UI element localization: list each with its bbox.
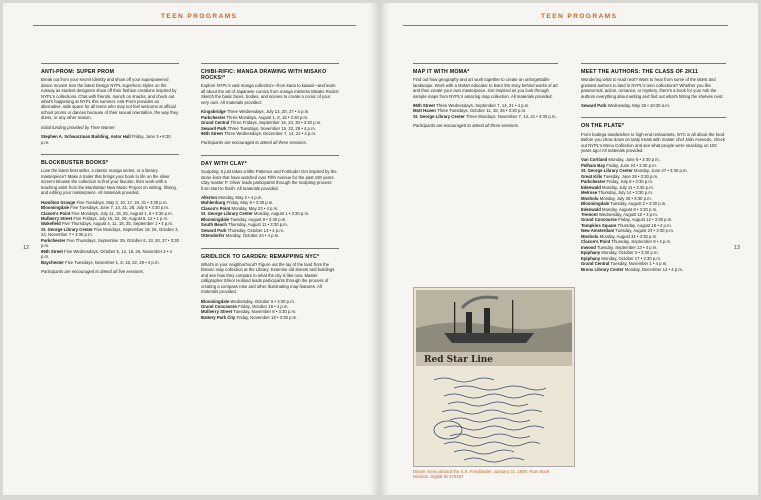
program-description: Love the latest best seller, a classic manga series, or a literary masterpiece? Make a trailer that brings your book to life on the silver screen! Browse the collection to find your favorite, then work with a teaching artist from the Manhattan New Music Project on writing, filming, and editing your masterpiece. All materials provided. bbox=[41, 168, 178, 196]
program-title: ANTI-PROM: SUPER PROM bbox=[41, 69, 115, 75]
banner-text: Red Star Line bbox=[424, 355, 494, 365]
right-column-2 bbox=[581, 63, 726, 281]
program-description: From bodega sandwiches to high-end restaurants, NYC is all about the food. Before you chow down on tasty treats with master chef Jalin Acevedo, check out NYPL's Menu Collection and see what people were snacking on 100 years ago! All materials provided. bbox=[581, 131, 726, 154]
running-head: TEEN PROGRAMS bbox=[541, 13, 618, 20]
session-time: Monday, June 27 • 3:30 p.m. bbox=[633, 168, 688, 174]
session-time: Three Mondays, November 7, 14, 21 • 3:30 p.m. bbox=[465, 113, 557, 119]
session-time: Three Fridays, September 16, 23, 30 • 3:30 p.m. bbox=[230, 120, 322, 126]
session-location: Bloomingdale bbox=[581, 201, 610, 207]
image-caption: Dinner menu aboard the S.S. Friedlander, January 31, 1900. Rare Book Division. Digital ID 475457 bbox=[413, 469, 550, 480]
session-location: Grand Concourse bbox=[581, 217, 617, 223]
session-time: Three Tuesdays, October 11, 18, 25 • 3:30 p.m. bbox=[437, 108, 527, 114]
session-location: Grand Central bbox=[201, 120, 230, 126]
program-description: What's in your neighborhood? Figure out the lay of the land from the historic map collection at the Library. Examine old streets and buildings and see how they compare to what the city is like now. Master calligrapher Elinor Holland leads participants through the process of creating a compass rose and other illuminating map features. All materials provided. bbox=[201, 261, 335, 295]
session-item bbox=[581, 267, 726, 272]
session-time: Monday, December 12 • 4 p.m. bbox=[624, 266, 684, 272]
session-time: Monday, June 6 • 3:30 p.m. bbox=[608, 157, 660, 163]
attendance-note: Participants are encouraged to attend all three sessions. bbox=[201, 140, 308, 146]
session-location: Battery Park City bbox=[201, 314, 236, 320]
session-location: Wakefield bbox=[41, 221, 61, 227]
section-divider bbox=[201, 63, 339, 64]
session-time: Tuesday, August 2 • 3:30 p.m. bbox=[610, 201, 667, 207]
session-location: Bronx Library Center bbox=[581, 266, 624, 272]
session-time: Five Tuesdays, November 1, 8, 15, 22, 29 • 4 p.m. bbox=[65, 259, 160, 265]
program-section bbox=[41, 63, 179, 145]
session-location: Clason's Point bbox=[201, 205, 231, 211]
session-time: Monday, July 11 • 3:30 p.m. bbox=[602, 184, 654, 190]
page-number: 13 bbox=[733, 245, 740, 251]
session-location: Mott Haven bbox=[413, 108, 436, 114]
session-time: Five Thursdays, August 4, 11, 18, 25, September 1 • 4 p.m. bbox=[61, 221, 174, 227]
session-location: Bloomingdale bbox=[201, 298, 230, 304]
session-time: Three Wednesdays, September 7, 14, 21 • 4 p.m. bbox=[436, 103, 530, 109]
session-location: Parkchester bbox=[581, 179, 606, 185]
program-description: Break out from your secret identity and show off your superpowered dance moves! See the latest Design NYPL superhero styles on the runway as student designers show off their fashion creations inspired by NYPL's collections. Chat with friends, munch on snacks, and check out what's happening at NYPL this summer. Anti-Prom provides an alternative, safe space for all teens who may not feel welcome at official school proms or dances because of their sexual orientation, the way they dress, or any other reason. bbox=[41, 77, 179, 121]
ship-menu-image bbox=[414, 288, 574, 466]
session-item bbox=[41, 227, 179, 238]
section-divider bbox=[581, 63, 726, 64]
left-column-1 bbox=[41, 63, 179, 284]
session-time: Monday, October 24 • 4 p.m. bbox=[225, 233, 280, 239]
program-description: Wondering what to read next? Want to hear from some of the latest and greatest authors to land in NYPL's teen collections? Whether you like paranormal, action, romance, or mystery, there's a book for you! Ask the authors everything about writing and find out what's hitting the shelves next. bbox=[581, 77, 724, 99]
session-location: Van Cortland bbox=[581, 157, 608, 163]
session-item bbox=[201, 315, 339, 320]
session-item bbox=[41, 260, 179, 265]
session-location: St. George Library Center bbox=[413, 113, 465, 119]
section-divider bbox=[201, 248, 339, 249]
session-time: Tuesday, August 23 • 3:30 p.m. bbox=[615, 228, 674, 234]
session-time: Thursday, July 14 • 3:30 p.m. bbox=[598, 190, 653, 196]
session-location: Clason's Point bbox=[41, 210, 71, 216]
header-rule bbox=[403, 25, 728, 26]
running-head: TEEN PROGRAMS bbox=[161, 13, 238, 20]
session-item bbox=[41, 134, 179, 145]
session-location: Allerton bbox=[201, 194, 218, 200]
program-section bbox=[201, 63, 339, 146]
section-divider bbox=[201, 155, 339, 156]
session-time: Friday, October 19 • 4 p.m. bbox=[238, 303, 289, 309]
session-time: Three Mondays, August 1, 8, 15 • 3:30 p.m. bbox=[226, 114, 309, 120]
session-location: Clason's Point bbox=[581, 239, 611, 245]
session-location: Mulberry Street bbox=[201, 309, 233, 315]
session-time: Three Wednesdays, December 7, 14, 21 • 4 p.m. bbox=[224, 131, 317, 137]
session-location: 96th Street bbox=[41, 248, 63, 254]
session-time: Friday, June 3 • 6:30 p.m. bbox=[41, 134, 171, 145]
program-section bbox=[413, 63, 558, 129]
session-time: Monday, October 17 • 3:30 p.m. bbox=[601, 255, 662, 261]
session-location: Seward Park bbox=[201, 125, 227, 131]
program-title: ON THE PLATE* bbox=[581, 123, 625, 130]
program-section bbox=[581, 63, 726, 108]
attendance-note: Participants are encouraged to attend all five sessions. bbox=[41, 269, 145, 275]
session-time: Wednesday, October 5 • 3:30 p.m. bbox=[230, 298, 295, 304]
session-time: Thursday, August 11 • 3:30 p.m. bbox=[228, 222, 289, 228]
session-location: 96th Street bbox=[201, 131, 223, 137]
session-location: Grand Concourse bbox=[201, 303, 237, 309]
program-section bbox=[201, 155, 339, 239]
session-location: Bloomingdale bbox=[41, 205, 70, 211]
session-time: Friday, November 18 • 3:30 p.m. bbox=[236, 314, 298, 320]
session-time: Three Tuesdays, November 15, 22, 29 • 4 p.m. bbox=[227, 125, 316, 131]
session-time: Thursday, September 8 • 4 p.m. bbox=[611, 239, 672, 245]
session-time: Five Tuesdays, May 3, 10, 17, 24, 31 • 3:30 p.m. bbox=[76, 199, 168, 205]
session-location: Seward Park bbox=[201, 227, 227, 233]
program-title: GRIDLOCK TO GARDEN: REMAPPING NYC* bbox=[201, 253, 320, 260]
session-item bbox=[201, 131, 339, 136]
session-time: Thursday, October 13 • 4 p.m. bbox=[227, 227, 285, 233]
session-time: Tuesday, November 8 • 3:30 p.m. bbox=[233, 309, 297, 315]
session-location: New Amsterdam bbox=[581, 228, 615, 234]
session-time: Monday, May 23 • 4 p.m. bbox=[231, 205, 279, 211]
section-divider bbox=[581, 117, 726, 118]
program-section bbox=[201, 248, 339, 321]
funding-note: Initial funding provided by Time Warner bbox=[41, 124, 115, 130]
section-divider bbox=[413, 63, 558, 64]
session-location: Ottendorfer bbox=[201, 233, 225, 239]
session-location: Stephen A. Schwarzman Building, Astor Hall bbox=[41, 134, 131, 140]
session-time: Friday, June 24 • 3:30 p.m. bbox=[606, 162, 657, 168]
session-location: Seward Park bbox=[581, 103, 607, 109]
session-location: Epiphany bbox=[581, 255, 601, 261]
session-time: Thursday, August 18 • 4 p.m. bbox=[617, 222, 672, 228]
session-location: St. George Library Center bbox=[201, 211, 253, 217]
left-page bbox=[3, 3, 378, 495]
session-location: South Beach bbox=[201, 222, 227, 228]
session-location: Parkchester bbox=[201, 114, 226, 120]
session-time: Tuesday, August 9 • 3:30 p.m. bbox=[230, 216, 287, 222]
session-location: 96th Street bbox=[413, 103, 435, 109]
session-time: Wednesday, May 25 • 10:30 a.m. bbox=[607, 103, 670, 109]
session-location: Edenwald bbox=[581, 184, 601, 190]
session-time: Five Wednesdays, October 5, 12, 19, 26, November 2 • 4 p.m. bbox=[41, 248, 172, 260]
session-time: Five Mondays, September 19, 26, October 3, 24, November 7 • 3:30 p.m. bbox=[41, 226, 179, 238]
attendance-note: Participants are encouraged to attend all three sessions. bbox=[413, 123, 520, 129]
session-item bbox=[413, 114, 558, 119]
session-time: Tuesday, September 13 • 4 p.m. bbox=[596, 244, 658, 250]
session-time: Monday, July 25 • 3:30 p.m. bbox=[599, 195, 652, 201]
session-time: Monday, October 3 • 3:30 p.m. bbox=[601, 250, 659, 256]
session-time: Monday, August 8 • 3:30 p.m. bbox=[602, 206, 658, 212]
session-location: Mosholu bbox=[581, 195, 599, 201]
section-divider bbox=[41, 154, 179, 155]
session-time: Wednesday, August 10 • 3 p.m. bbox=[598, 212, 658, 218]
session-location: Muhlenburg bbox=[201, 200, 226, 206]
session-time: Friday, May 6 • 3:30 p.m. bbox=[226, 200, 274, 206]
session-location: St. George Library Center bbox=[581, 168, 633, 174]
session-time: Five Tuesdays, June 7, 14, 21, 28, July 5 • 3:30 p.m. bbox=[70, 205, 170, 211]
session-location: Kingsbridge bbox=[201, 109, 226, 115]
session-location: Pelham Bay bbox=[581, 162, 606, 168]
session-time: Five Thursdays, September 29, October 6, 13, 20, 27 • 3:30 p.m. bbox=[41, 237, 179, 249]
session-location: Great Kills bbox=[581, 173, 603, 179]
session-time: Three Wednesdays, July 13, 20, 27 • 4 p.m. bbox=[226, 109, 310, 115]
session-time: Tuesday, November 1 • 4 p.m. bbox=[610, 261, 668, 267]
program-description: Sculpting: It just takes a little Patience and Fortitude! Get inspired by the stone lions that have watched over Fifth Avenue for the past 100 years. Clay master P. Oliver leads participants through the sculpting process from start to finish. All materials provided. bbox=[201, 169, 337, 191]
session-location: Inwood bbox=[581, 244, 596, 250]
program-title: BLOCKBUSTER BOOKS* bbox=[41, 160, 109, 167]
session-location: Melrose bbox=[581, 190, 598, 196]
session-item bbox=[41, 238, 179, 249]
session-location: Bloomingdale bbox=[201, 216, 230, 222]
right-column-1 bbox=[413, 63, 558, 138]
program-section bbox=[41, 154, 179, 274]
session-location: St. George Library Center bbox=[41, 226, 93, 232]
session-location: Edenwald bbox=[581, 206, 601, 212]
session-time: Friday, August 12 • 3:30 p.m. bbox=[618, 217, 673, 223]
session-location: Mulberry Street bbox=[41, 216, 73, 222]
session-time: Monday, May 2 • 4 p.m. bbox=[218, 194, 263, 200]
session-time: Tuesday, June 28 • 3:30 p.m. bbox=[603, 173, 659, 179]
session-time: Monday, August 31 • 3:30 p.m. bbox=[599, 233, 658, 239]
session-item bbox=[41, 249, 179, 260]
program-title: DAY WITH CLAY* bbox=[201, 160, 247, 167]
session-location: Hamilton Grange bbox=[41, 199, 76, 205]
program-description: Find out how geography and art work together to create an unforgettable landscape. Work with a MoMA educator to learn the story behind works of art and then create your own masterpiece. Get inspired as you look through sample maps from NYPL's amazing map collection. All materials provided. bbox=[413, 77, 558, 99]
menu-illustration bbox=[413, 287, 575, 467]
page-number: 12 bbox=[23, 245, 30, 251]
session-item bbox=[581, 103, 726, 108]
session-location: Tremont bbox=[581, 212, 598, 218]
program-title: CHIBI-RIFIC: MANGA DRAWING WITH MISAKO ROCKS!* bbox=[201, 69, 327, 82]
session-location: Baychester bbox=[41, 259, 64, 265]
session-location: Grand Central bbox=[581, 261, 610, 267]
section-divider bbox=[41, 63, 179, 64]
session-location: Epiphany bbox=[581, 250, 601, 256]
session-location: Tompkins Square bbox=[581, 222, 617, 228]
left-column-2 bbox=[201, 63, 339, 329]
program-section bbox=[581, 117, 726, 272]
session-time: Friday, July 8 • 3:30 p.m. bbox=[606, 179, 654, 185]
header-rule bbox=[33, 25, 356, 26]
right-page bbox=[381, 3, 758, 495]
session-item bbox=[201, 233, 339, 238]
session-time: Monday, August 1 • 3:30 p.m. bbox=[253, 211, 310, 217]
session-time: Five Mondays, July 11, 18, 25, August 1, 8 • 3:30 p.m. bbox=[71, 210, 173, 216]
session-location: Parkchester bbox=[41, 237, 66, 243]
program-title: MEET THE AUTHORS: THE CLASS OF 2K11 bbox=[581, 69, 699, 75]
program-title: MAP IT WITH MOMA* bbox=[413, 69, 470, 75]
session-time: Five Fridays, July 15, 22, 29, August 5, 12 • 1 p.m. bbox=[73, 216, 169, 222]
program-description: Explore NYPL's vast manga collection—from kana to kawaii—and learn all about the art of Japanese comics from manga mistress Misako Rocks! Sketch the basic faces, bodies, and scenes to create a comic of your very own. All materials provided. bbox=[201, 83, 339, 105]
session-location: Mosholu bbox=[581, 233, 599, 239]
